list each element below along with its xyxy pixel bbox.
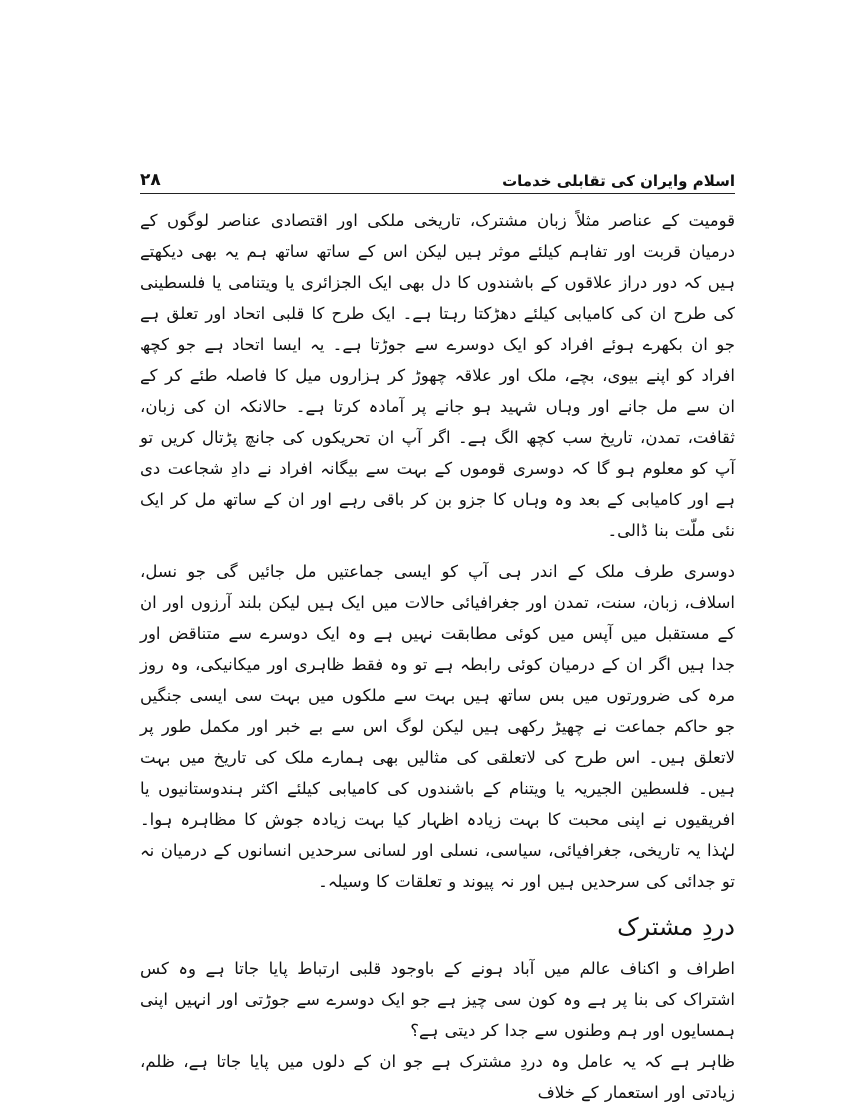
- page-header: [140, 160, 735, 190]
- header-divider: [140, 193, 735, 194]
- body-text: [140, 205, 735, 1108]
- section-paragraph-2: ظاہر ہے کہ یہ عامل وہ دردِ مشترک ہے جو ان کے دلوں میں پایا جاتا ہے، ظلم، زیادتی اور استعمار کے خلاف: [140, 1052, 735, 1102]
- paragraph-1: قومیت کے عناصر مثلاً زبان مشترک، تاریخی ملکی اور اقتصادی عناصر لوگوں کے درمیان قربت اور تفاہم کیلئے موثر ہیں لیکن اس کے ساتھ ساتھ ہم یہ بھی دیکھتے ہیں کہ دور دراز علاقوں کے باشندوں کا دل بھی ایک الجزائری یا ویتنامی یا فلسطینی کی طرح ان کی کامیابی کیلئے دھڑکتا رہتا ہے۔ ایک طرح کا قلبی اتحاد اور تعلق ہے جو ان بکھرے ہوئے افراد کو ایک دوسرے سے جوڑتا ہے۔ یہ ایسا اتحاد ہے جو کچھ افراد کو اپنے بیوی، بچے، ملک اور علاقہ چھوڑ کر ہزاروں میل کا فاصلہ طئے کر کے ان سے مل جانے اور وہاں شہید ہو جانے پر آمادہ کرتا ہے۔ حالانکہ ان کی زبان، ثقافت، تمدن، تاریخ سب کچھ الگ ہے۔ اگر آپ ان تحریکوں کی جانچ پڑتال کریں تو آپ کو معلوم ہو گا کہ دوسری قوموں کے بہت سے بیگانہ افراد نے دادِ شجاعت دی ہے اور کامیابی کے بعد وہ وہاں کا جزو بن کر باقی رہے اور ان کے ساتھ مل کر ایک نئی ملّت بنا ڈالی۔: [140, 211, 735, 540]
- page-number: ۲۸: [140, 170, 161, 190]
- section-heading: دردِ مشترک: [617, 913, 735, 941]
- running-title: اسلام وایران کی تقابلی خدمات: [502, 172, 735, 190]
- section-paragraph-1: اطراف و اکناف عالم میں آباد ہونے کے باوجود قلبی ارتباط پایا جاتا ہے وہ کس اشتراک کی بنا پر ہے وہ کون سی چیز ہے جو ایک دوسرے سے جوڑتی اور انہیں اپنی ہمسایوں اور ہم وطنوں سے جدا کر دیتی ہے؟: [140, 959, 735, 1040]
- paragraph-2: دوسری طرف ملک کے اندر ہی آپ کو ایسی جماعتیں مل جائیں گی جو نسل، اسلاف، زبان، سنت، تمدن اور جغرافیائی حالات میں ایک ہیں لیکن بلند آرزوں اور ان کے مستقبل میں آپس میں کوئی مطابقت نہیں ہے وہ ایک دوسرے سے متناقض اور جدا ہیں اگر ان کے درمیان کوئی رابطہ ہے تو وہ فقط ظاہری اور میکانیکی، وہ روز مرہ کی ضرورتوں میں بس ساتھ ہیں بہت سے ملکوں میں بہت سی ایسی جنگیں جو حاکم جماعت نے چھیڑ رکھی ہیں لیکن لوگ اس سے بے خبر اور مکمل طور پر لاتعلق ہیں۔ اس طرح کی لاتعلقی کی مثالیں بھی ہمارے ملک کی تاریخ میں بہت ہیں۔ فلسطین الجیریہ یا ویتنام کے باشندوں کی کامیابی کیلئے اکثر ہندوستانیوں یا افریقیوں نے اپنی محبت کا بہت زیادہ اظہار کیا بہت زیادہ جوش کا مظاہرہ ہوا۔ لہٰذا یہ تاریخی، جغرافیائی، سیاسی، نسلی اور لسانی سرحدیں انسانوں کے درمیان نہ تو جدائی کی سرحدیں ہیں اور نہ پیوند و تعلقات کا وسیلہ۔: [140, 562, 735, 891]
